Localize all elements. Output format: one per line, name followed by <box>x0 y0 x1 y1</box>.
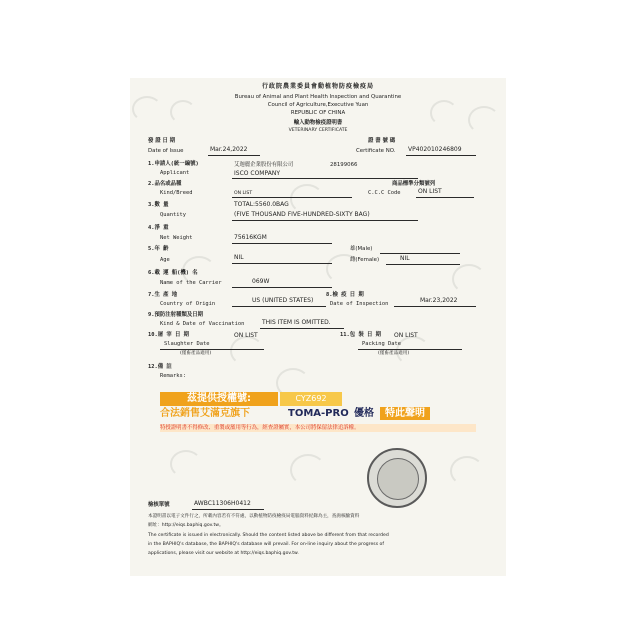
watermark-swirl <box>290 454 326 486</box>
inspection-label-en: Date of Inspection <box>330 301 389 307</box>
brand-logo: TOMA-PRO <box>288 408 349 419</box>
age-label-en: Age <box>160 257 170 263</box>
packing-note: (僅畜產品適用) <box>378 351 410 356</box>
watermark-swirl <box>230 336 264 366</box>
agency-name-zh: 行政院農業委員會動植物防疫檢疫局 <box>261 83 374 90</box>
underline <box>208 155 260 156</box>
quantity-label-en: Quantity <box>160 212 186 218</box>
underline <box>416 197 474 198</box>
quantity-words: (FIVE THOUSAND FIVE-HUNDRED-SIXTY BAG) <box>234 211 370 218</box>
weight-label-zh: 4.淨 重 <box>148 225 169 231</box>
slaughter-label-en: Slaughter Date <box>164 341 210 347</box>
slaughter-label-zh: 10.屠 宰 日 期 <box>148 332 190 338</box>
applicant-label-zh: 1.申請人(統一編號) <box>148 161 199 167</box>
council-name-en: Council of Agriculture,Executive Yuan <box>267 102 369 108</box>
statement-badge: 特此聲明 <box>380 407 430 420</box>
kind-label-zh: 2.品名或品種 <box>148 181 182 187</box>
weight-label-en: Net Weight <box>160 235 193 241</box>
underline <box>192 509 264 510</box>
underline <box>358 349 462 350</box>
underline <box>232 220 418 221</box>
vaccination-label-en: Kind & Date of Vaccination <box>160 321 245 327</box>
brand-name-zh: 優格 <box>354 408 374 419</box>
underline <box>232 243 332 244</box>
ccc-value: ON LIST <box>418 188 442 195</box>
underline <box>386 264 460 265</box>
official-seal <box>367 448 427 508</box>
underline <box>232 263 332 264</box>
underline <box>380 253 460 254</box>
watermark-swirl <box>450 456 484 486</box>
quantity-total: TOTAL:5560.0BAG <box>234 201 289 208</box>
underline <box>232 197 352 198</box>
authorization-banner <box>160 392 420 406</box>
applicant-tax-id: 28199066 <box>330 162 358 168</box>
issue-date-label-zh: 發 證 日 期 <box>148 138 176 144</box>
authorization-code: CYZ692 <box>280 392 342 406</box>
slaughter-value: ON LIST <box>234 332 258 339</box>
remarks-label-zh: 12.備 註 <box>148 364 172 370</box>
quantity-label-zh: 3.數 量 <box>148 202 169 208</box>
agency-name-en: Bureau of Animal and Plant Health Inspection and Quarantine <box>234 94 402 100</box>
underline <box>232 287 332 288</box>
notice-en-line2: in the BAPHIQ's database, the BAPHIQ's database will prevail. For on-line inquiry about the progress of <box>148 542 384 547</box>
ccc-label-en: C.C.C Code <box>368 190 401 196</box>
issue-date-label-en: Date of Issue <box>148 148 184 154</box>
watermark-swirl <box>170 450 202 478</box>
underline <box>406 155 476 156</box>
packing-label-en: Packing Date <box>362 341 401 347</box>
origin-label-en: Country of Origin <box>160 301 216 307</box>
underline <box>160 349 264 350</box>
seal-inner-ring <box>377 458 419 500</box>
kind-value: ON LIST <box>234 191 253 196</box>
notice-zh-line1: 本證明書以電子文件行之，所載內容若有不符處，以動植物防疫檢疫局電腦資料紀錄為主，查詢核驗資料 <box>148 514 360 519</box>
age-label-zh: 5.年 齡 <box>148 246 169 252</box>
kind-label-en: Kind/Breed <box>160 190 193 196</box>
carrier-label-en: Name of the Carrier <box>160 280 222 286</box>
female-value: NIL <box>400 255 410 262</box>
packing-label-zh: 11.包 裝 日 期 <box>340 332 382 338</box>
origin-value: US (UNITED STATES) <box>252 297 314 304</box>
watermark-swirl <box>290 184 324 214</box>
inspection-date-value: Mar.23,2022 <box>420 297 458 304</box>
origin-label-zh: 7.生 產 地 <box>148 292 178 298</box>
ccc-label-zh: 商品標準分類號列 <box>392 181 436 187</box>
underline <box>232 306 326 307</box>
notice-en-line3: applications, please visit our website at http://eiqs.baphiq.gov.tw. <box>148 551 299 556</box>
watermark-swirl <box>452 264 486 294</box>
country-name-en: REPUBLIC OF CHINA <box>290 110 346 116</box>
carrier-value: 069W <box>252 278 270 285</box>
age-value: NIL <box>234 254 244 261</box>
check-number-value: AWBC11306H0412 <box>194 500 251 507</box>
vaccination-label-zh: 9.預防注射種類及日期 <box>148 312 204 318</box>
notice-en-line1: The certificate is issued in electronically. Should the content listed above be different from that recorded <box>148 533 389 538</box>
applicant-value-zh: 艾迦麗企業股份有限公司 <box>234 162 294 168</box>
applicant-label-en: Applicant <box>160 170 190 176</box>
inspection-label-zh: 8.檢 疫 日 期 <box>326 292 364 298</box>
female-label: 雌(Female) <box>350 257 380 263</box>
document-title-zh: 輸入動物檢疫證明書 <box>293 120 343 126</box>
weight-value: 75616KGM <box>234 234 267 241</box>
slaughter-note: (僅畜產品適用) <box>180 351 212 356</box>
underline <box>260 328 344 329</box>
vaccination-value: THIS ITEM IS OMITTED. <box>262 319 331 326</box>
remarks-label-en: Remarks: <box>160 373 186 379</box>
certificate-document <box>130 78 506 576</box>
male-label: 雄(Male) <box>350 246 373 252</box>
cert-number-label-zh: 證 書 號 碼 <box>368 138 396 144</box>
applicant-value-en: ISCO COMPANY <box>234 170 280 177</box>
legal-sale-text: 合法銷售艾滿克旗下 <box>160 408 250 419</box>
legal-warning: 特授證明書不得修改、重製或濫用等行為，經查證屬實，本公司將保留法律追訴權。 <box>160 424 476 432</box>
cert-number-label-en: Certificate NO. <box>356 148 396 154</box>
packing-value: ON LIST <box>394 332 418 339</box>
check-number-label: 檢核單號 <box>148 502 170 508</box>
underline <box>394 306 476 307</box>
notice-zh-line2: 網址：http://eiqs.baphiq.gov.tw。 <box>148 523 224 528</box>
authorization-label: 茲提供授權號: <box>160 392 278 406</box>
cert-number-value: VP402010246809 <box>408 146 462 153</box>
underline <box>232 178 418 179</box>
document-title-en: VETERINARY CERTIFICATE <box>288 128 348 133</box>
carrier-label-zh: 6.載 運 船(機) 名 <box>148 270 198 276</box>
issue-date-value: Mar.24,2022 <box>210 146 248 153</box>
